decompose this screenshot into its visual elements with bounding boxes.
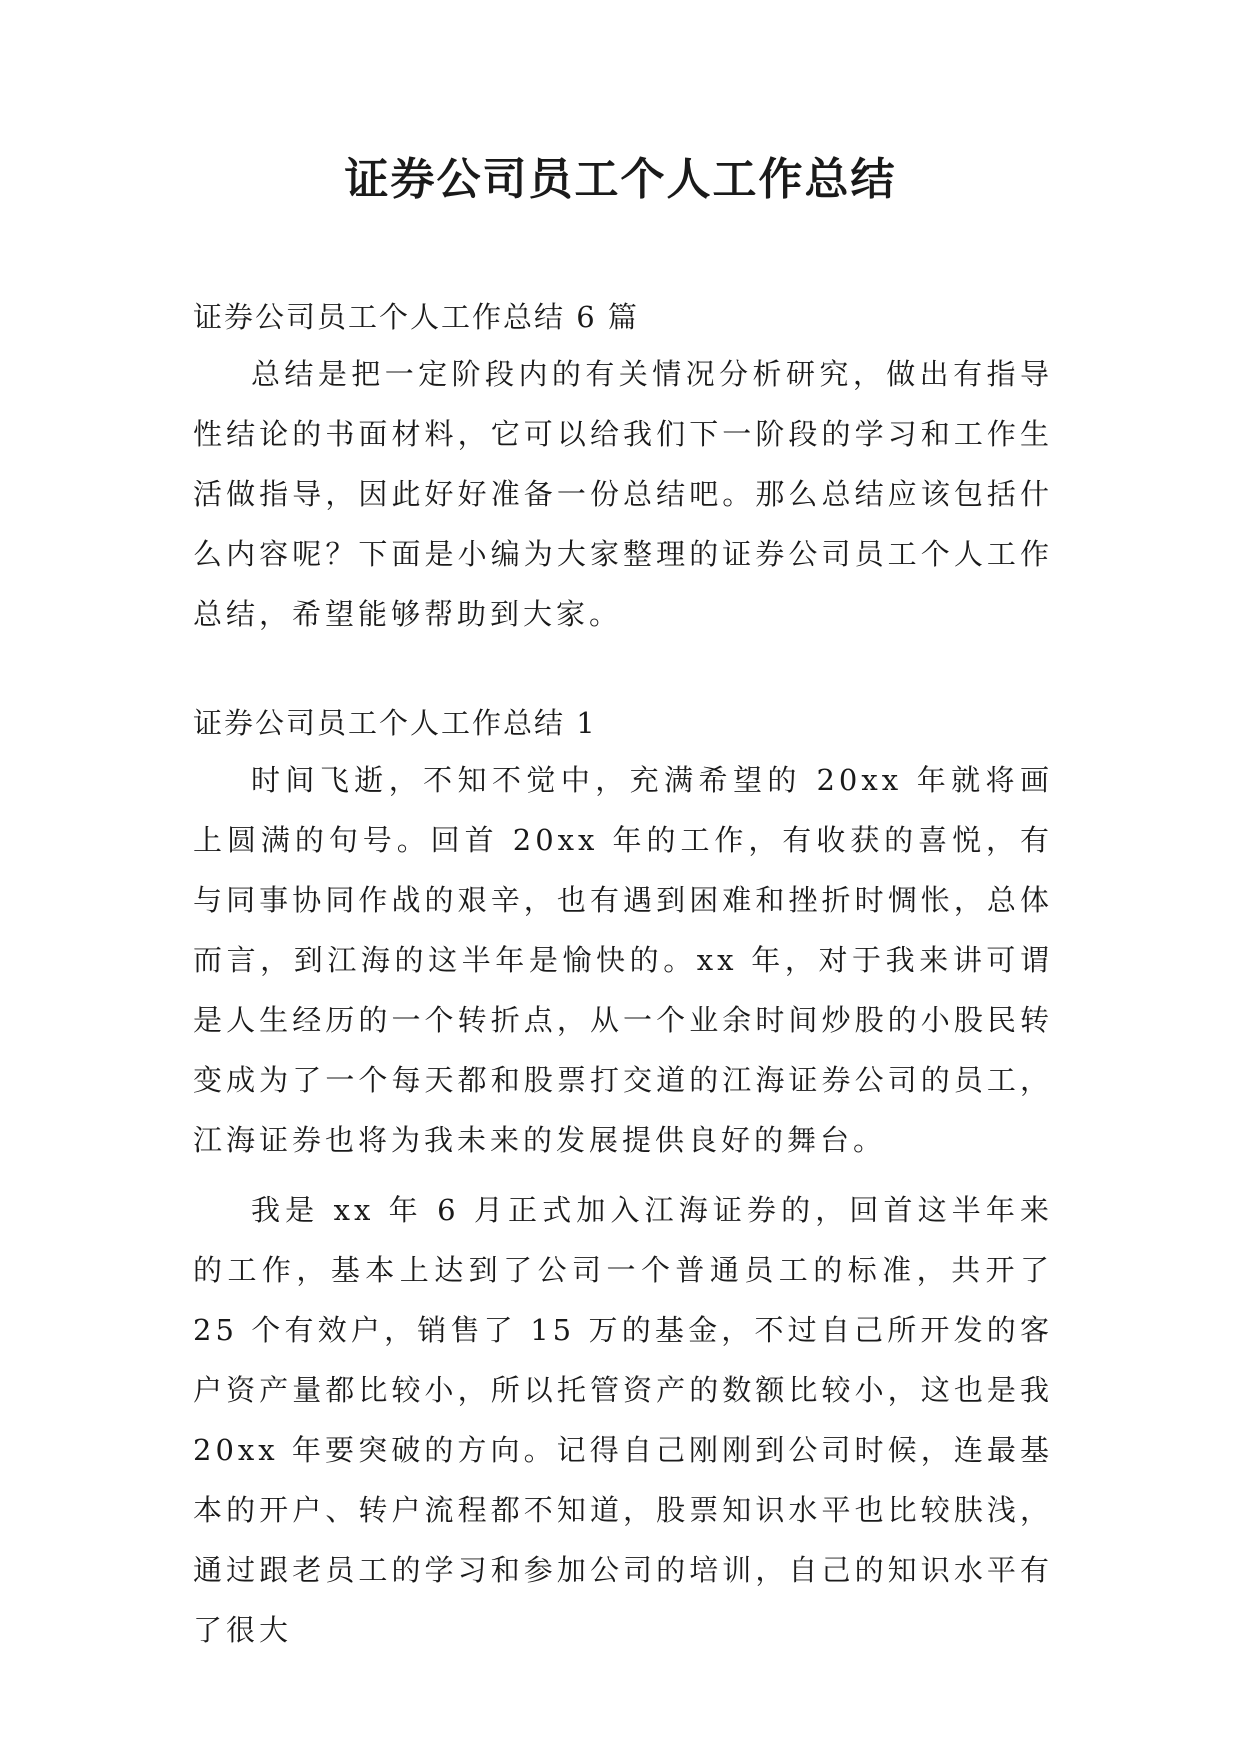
document-subtitle: 证券公司员工个人工作总结 6 篇 (193, 300, 639, 334)
document-body (193, 290, 1053, 1660)
intro-paragraph: 总结是把一定阶段内的有关情况分析研究，做出有指导性结论的书面材料，它可以给我们下一阶段的学习和工作生活做指导，因此好好准备一份总结吧。那么总结应该包括什么内容呢？下面是小编为大家整理的证券公司员工个人工作总结，希望能够帮助到大家。 (193, 357, 1053, 631)
document-title: 证券公司员工个人工作总结 (344, 154, 897, 205)
section1-paragraph-2: 我是 xx 年 6 月正式加入江海证券的，回首这半年来的工作，基本上达到了公司一个普通员工的标准，共开了 25 个有效户，销售了 15 万的基金，不过自己所开发的客户资产量都比较小，所以托管资产的数额比较小，这也是我 20xx 年要突破的方向。记得自己刚刚到公司时候，连最基本的开户、转户流程都不知道，股票知识水平也比较肤浅，通过跟老员工的学习和参加公司的培训，自己的知识水平有了很大 (193, 1193, 1053, 1647)
paragraph-spacer (193, 1170, 1053, 1180)
section1-heading: 证券公司员工个人工作总结 1 (193, 706, 597, 740)
section-spacer (193, 644, 1053, 696)
section1-paragraph-1: 时间飞逝，不知不觉中，充满希望的 20xx 年就将画上圆满的句号。回首 20xx 年的工作，有收获的喜悦，有与同事协同作战的艰辛，也有遇到困难和挫折时惆怅，总体而言，到江海的这半年是愉快的。xx 年，对于我来讲可谓是人生经历的一个转折点，从一个业余时间炒股的小股民转变成为了一个每天都和股票打交道的江海证券公司的员工，江海证券也将为我未来的发展提供良好的舞台。 (193, 763, 1053, 1157)
